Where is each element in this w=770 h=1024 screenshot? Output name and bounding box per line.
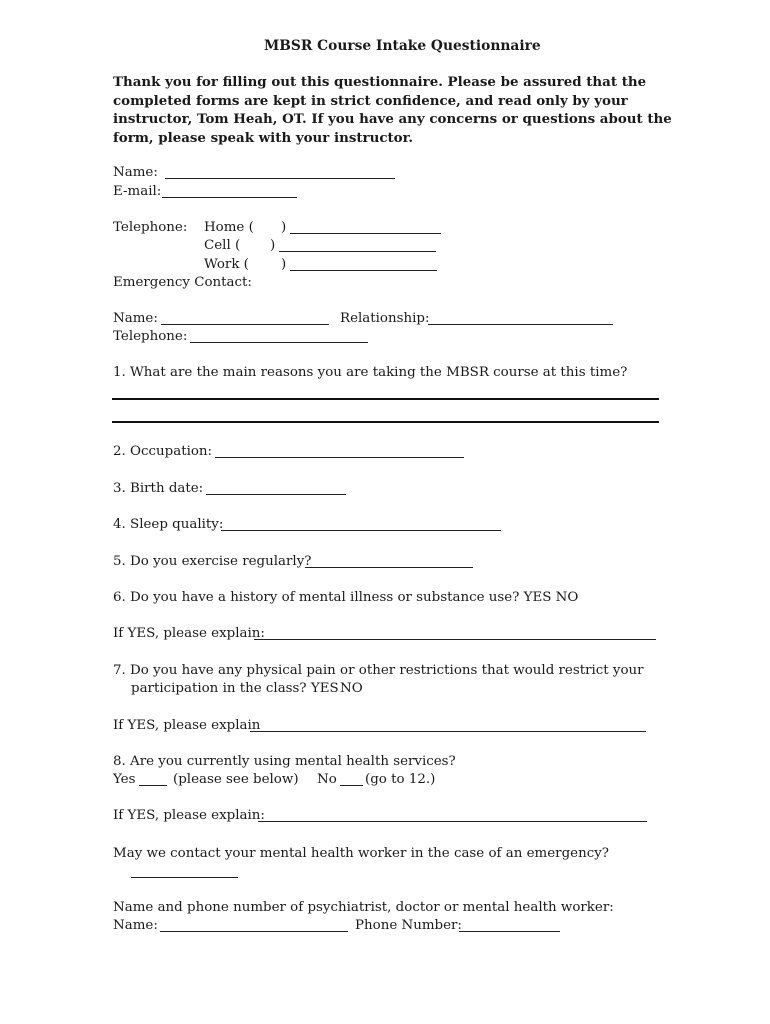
question-8-no-field[interactable]	[340, 785, 363, 786]
worker-heading: Name and phone number of psychiatrist, doctor or mental health worker:	[113, 900, 614, 915]
home-phone-label: Home (	[204, 220, 254, 235]
question-7-explain-label: If YES, please explain	[113, 718, 261, 733]
exercise-field[interactable]	[305, 567, 473, 568]
contact-worker-question: May we contact your mental health worker in the case of an emergency?	[113, 846, 609, 861]
home-phone-field[interactable]	[290, 233, 441, 234]
question-8-yes-field[interactable]	[139, 785, 167, 786]
birth-date-field[interactable]	[206, 494, 346, 495]
question-4: 4. Sleep quality:	[113, 517, 224, 532]
question-8-explain-label: If YES, please explain:	[113, 808, 265, 823]
work-phone-field[interactable]	[290, 270, 437, 271]
cell-phone-field[interactable]	[279, 251, 436, 252]
question-6-explain-field[interactable]	[254, 639, 656, 640]
relationship-field[interactable]	[428, 324, 613, 325]
relationship-label: Relationship:	[340, 311, 430, 326]
name-field[interactable]	[165, 178, 395, 179]
worker-phone-field[interactable]	[459, 931, 560, 932]
worker-phone-label: Phone Number:	[355, 918, 462, 933]
question-8-yes-label: Yes	[113, 772, 136, 787]
intro-line-4: form, please speak with your instructor.	[113, 130, 414, 146]
emergency-name-field[interactable]	[161, 324, 329, 325]
question-3: 3. Birth date:	[113, 481, 204, 496]
sleep-quality-field[interactable]	[221, 530, 501, 531]
name-label: Name:	[113, 165, 158, 180]
question-7-no: NO	[340, 681, 363, 696]
emergency-contact-label: Emergency Contact:	[113, 275, 252, 290]
emergency-telephone-label: Telephone:	[113, 329, 188, 344]
telephone-label: Telephone:	[113, 220, 188, 235]
question-7-line-2: participation in the class? YES	[131, 681, 339, 696]
intro-line-2: completed forms are kept in strict confidence, and read only by your	[113, 93, 628, 109]
question-1-answer-line-2[interactable]	[112, 421, 659, 423]
work-phone-paren: )	[281, 257, 287, 272]
question-8-yes-note: (please see below)	[173, 772, 299, 787]
email-field[interactable]	[162, 197, 297, 198]
emergency-telephone-field[interactable]	[190, 342, 368, 343]
question-6-explain-label: If YES, please explain:	[113, 626, 265, 641]
question-1-answer-line-1[interactable]	[112, 398, 659, 400]
occupation-field[interactable]	[215, 457, 464, 458]
work-phone-label: Work (	[204, 257, 249, 272]
home-phone-paren: )	[281, 220, 287, 235]
page-title: MBSR Course Intake Questionnaire	[264, 38, 541, 54]
intro-line-3: instructor, Tom Heah, OT. If you have any concerns or questions about the	[113, 111, 672, 127]
email-label: E-mail:	[113, 184, 162, 199]
question-7-explain-field[interactable]	[250, 731, 646, 732]
question-8: 8. Are you currently using mental health services?	[113, 754, 456, 769]
emergency-name-label: Name:	[113, 311, 158, 326]
cell-phone-label: Cell (	[204, 238, 241, 253]
question-8-explain-field[interactable]	[258, 821, 647, 822]
question-5: 5. Do you exercise regularly?	[113, 554, 312, 569]
worker-name-field[interactable]	[160, 931, 348, 932]
question-8-no-label: No	[317, 772, 337, 787]
question-1: 1. What are the main reasons you are taking the MBSR course at this time?	[113, 365, 628, 380]
worker-name-label: Name:	[113, 918, 158, 933]
question-6: 6. Do you have a history of mental illness or substance use? YES NO	[113, 590, 579, 605]
cell-phone-paren: )	[270, 238, 276, 253]
question-8-no-note: (go to 12.)	[365, 772, 436, 787]
intro-line-1: Thank you for filling out this questionnaire. Please be assured that the	[113, 74, 647, 90]
contact-worker-field[interactable]	[131, 877, 238, 878]
question-2: 2. Occupation:	[113, 444, 213, 459]
question-7-line-1: 7. Do you have any physical pain or other restrictions that would restrict your	[113, 663, 644, 678]
